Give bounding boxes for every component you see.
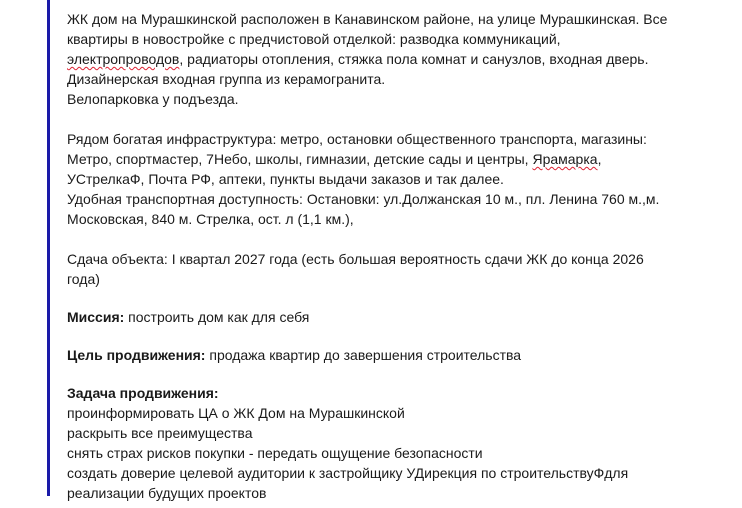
text-line: квартиры в новостройке с предчистовой отделкой: разводка коммуникаций, [67, 31, 561, 47]
task-item: проинформировать ЦА о ЖК Дом на Мурашкинской [67, 405, 405, 421]
task-item: реализации будущих проектов [67, 485, 267, 501]
goal-line: Цель продвижения: продажа квартир до завершения строительства [67, 347, 522, 363]
task-item: снять страх рисков покупки - передать ощущение безопасности [67, 445, 483, 461]
text-line: Рядом богатая инфраструктура: метро, остановки общественного транспорта, магазины: [67, 131, 647, 147]
task-item: раскрыть все преимущества [67, 425, 253, 441]
text-line: Московская, 840 м. Стрелка, ост. л (1,1 км.), [67, 211, 354, 227]
paragraph-infrastructure [67, 129, 727, 229]
paragraph-delivery [67, 249, 727, 289]
misspelled-word[interactable]: Ярамарка [532, 151, 598, 167]
text-line: Сдача объекта: I квартал 2027 года (есть большая вероятность сдачи ЖК до конца 2026 [67, 251, 644, 267]
task-item: создать доверие целевой аудитории к застройщику УДирекция по строительствуФдля [67, 465, 629, 481]
document-body [67, 9, 727, 503]
paragraph-description [67, 9, 727, 109]
text-line: Удобная транспортная доступность: Остановки: ул.Должанская 10 м., пл. Ленина 760 м.,м. [67, 191, 660, 207]
task-label: Задача продвижения: [67, 385, 219, 401]
text-line: года) [67, 271, 100, 287]
mission-line: Миссия: построить дом как для себя [67, 309, 310, 325]
text-line: Велопарковка у подъезда. [67, 91, 239, 107]
text-line: ЖК дом на Мурашкинской расположен в Канавинском районе, на улице Мурашкинская. Все [67, 11, 668, 27]
text-line: Дизайнерская входная группа из керамогранита. [67, 71, 386, 87]
goal-label: Цель продвижения: [67, 347, 206, 363]
task-section [67, 383, 727, 503]
misspelled-word[interactable]: электропроводов [67, 51, 180, 67]
text-line: УСтрелкаФ, Почта РФ, аптеки, пункты выдачи заказов и так далее. [67, 171, 504, 187]
page-margin-bar [47, 0, 50, 496]
mission-label: Миссия: [67, 309, 125, 325]
text-line: электропроводов, радиаторы отопления, стяжка пола комнат и санузлов, входная дверь. [67, 51, 649, 67]
text-line: Метро, спортмастер, 7Небо, школы, гимназии, детские сады и центры, Ярамарка, [67, 151, 602, 167]
